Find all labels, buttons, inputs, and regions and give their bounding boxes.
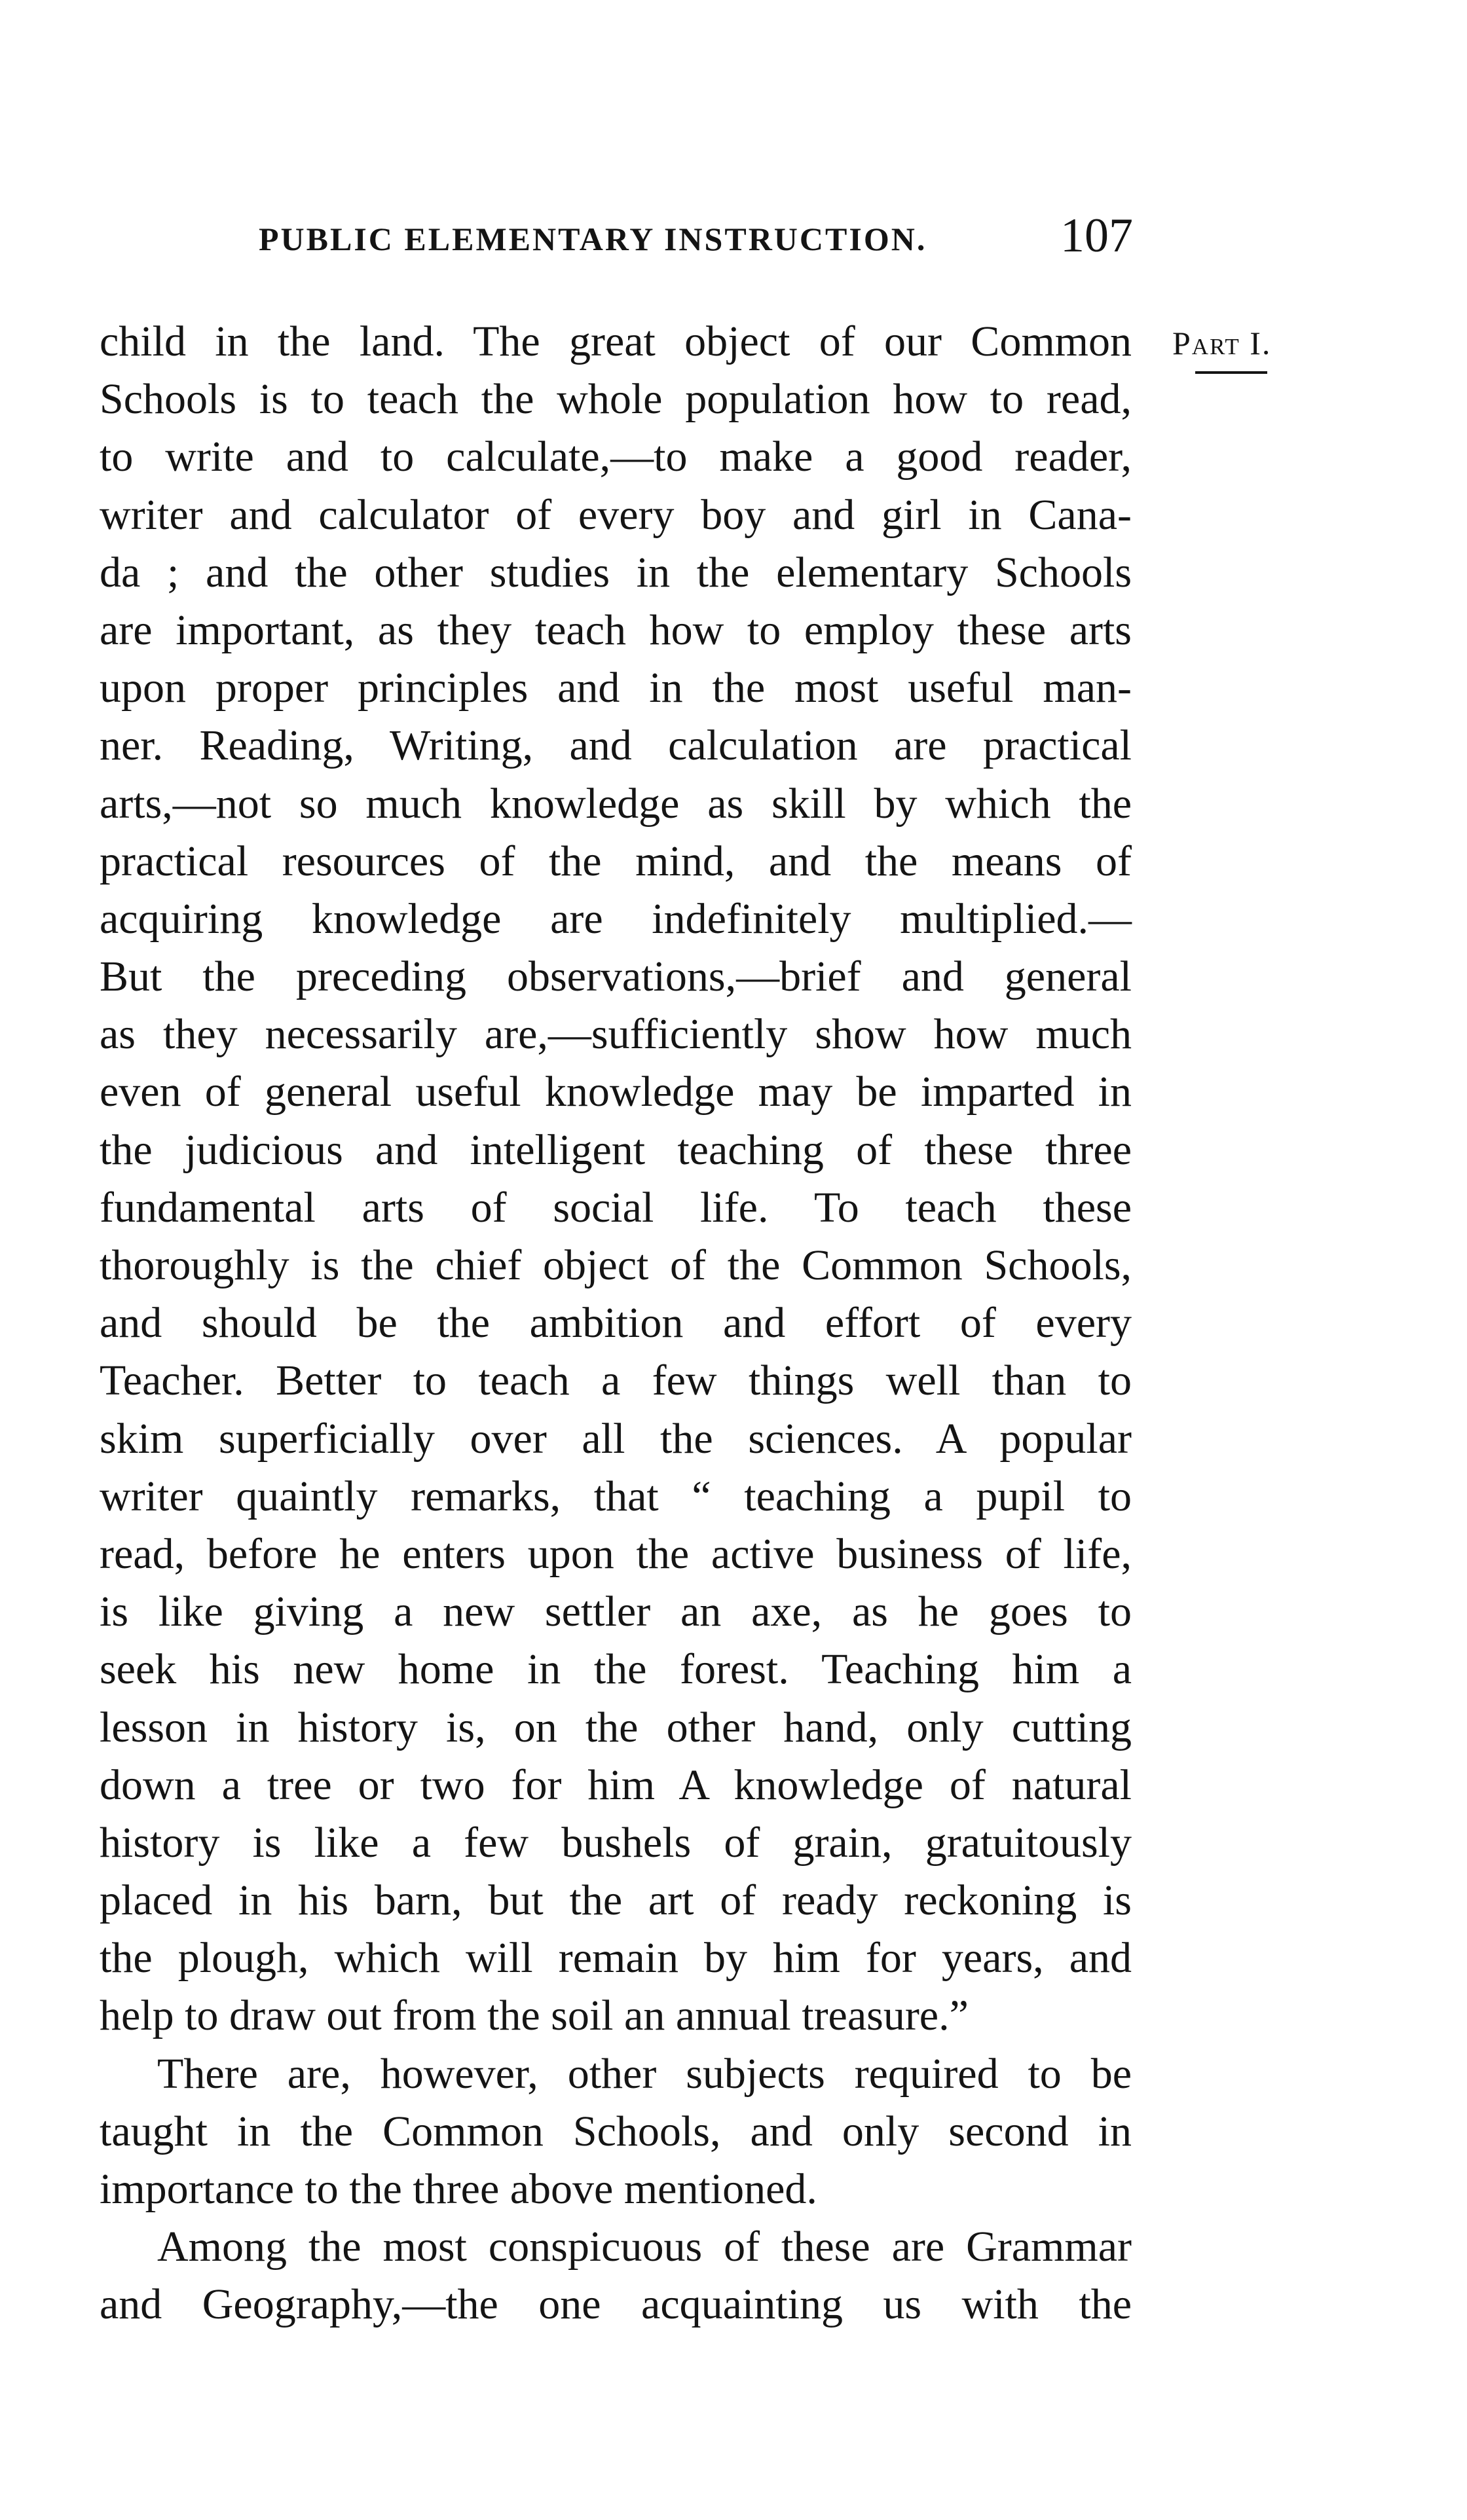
text-line: fundamental arts of social life. To teach these (100, 1183, 1132, 1232)
text-line: There are, however, other subjects required to be (157, 2049, 1132, 2098)
text-line: But the preceding observations,—brief and general (100, 953, 1132, 1001)
text-line: and Geography,—the one acquainting us with the (100, 2280, 1132, 2329)
text-line: to write and to calculate,—to make a good reader, (100, 433, 1132, 481)
text-line: upon proper principles and in the most useful man- (100, 664, 1132, 712)
text-line: writer quaintly remarks, that “ teaching a pupil to (100, 1472, 1132, 1520)
text-line: acquiring knowledge are indefinitely multiplied.— (100, 894, 1132, 943)
page-number: 107 (1060, 209, 1133, 263)
text-line: history is like a few bushels of grain, gratuitously (100, 1818, 1132, 1867)
text-line: child in the land. The great object of our Common (100, 318, 1132, 365)
text-line: thoroughly is the chief object of the Common Schools, (100, 1241, 1132, 1289)
text-line: arts,—not so much knowledge as skill by which the (100, 779, 1132, 828)
running-head (98, 208, 1133, 274)
text-line: and should be the ambition and effort of every (100, 1299, 1132, 1347)
text-line: as they necessarily are,—sufficiently show how much (100, 1010, 1132, 1059)
text-line: is like giving a new settler an axe, as he goes to (100, 1588, 1132, 1636)
text-line: Teacher. Better to teach a few things well than to (100, 1357, 1132, 1405)
body-text (100, 313, 1132, 2334)
text-line: seek his new home in the forest. Teaching him a (100, 1645, 1132, 1694)
side-note (1172, 324, 1323, 374)
text-line: importance to the three above mentioned. (100, 2165, 817, 2213)
text-line: even of general useful knowledge may be imparted in (100, 1068, 1132, 1116)
text-line: lesson in history is, on the other hand, only cutting (100, 1703, 1132, 1751)
text-line: Among the most conspicuous of these are Grammar (157, 2223, 1132, 2271)
text-line: the plough, which will remain by him for years, and (100, 1934, 1132, 1982)
text-line: placed in his barn, but the art of ready reckoning is (100, 1876, 1132, 1925)
text-line: skim superficially over all the sciences. A popular (100, 1414, 1132, 1463)
text-line: ner. Reading, Writing, and calculation are practical (100, 721, 1132, 770)
text-line: the judicious and intelligent teaching of these three (100, 1125, 1132, 1174)
text-line: taught in the Common Schools, and only second in (100, 2107, 1132, 2155)
side-note-rule (1195, 371, 1267, 374)
running-head-title: PUBLIC ELEMENTARY INSTRUCTION. (259, 221, 927, 257)
text-line: writer and calculator of every boy and girl in Cana- (100, 490, 1132, 539)
text-line: help to draw out from the soil an annual treasure.” (100, 1992, 969, 2040)
text-line: practical resources of the mind, and the means of (100, 837, 1132, 885)
text-line: down a tree or two for him A knowledge of natural (100, 1761, 1132, 1809)
text-line: da ; and the other studies in the elementary Schools (100, 548, 1132, 596)
text-line: are important, as they teach how to employ these arts (100, 606, 1132, 654)
text-line: read, before he enters upon the active business of life, (100, 1529, 1132, 1578)
text-line: Schools is to teach the whole population how to read, (100, 375, 1132, 424)
side-note-label: Part I. (1172, 325, 1272, 361)
